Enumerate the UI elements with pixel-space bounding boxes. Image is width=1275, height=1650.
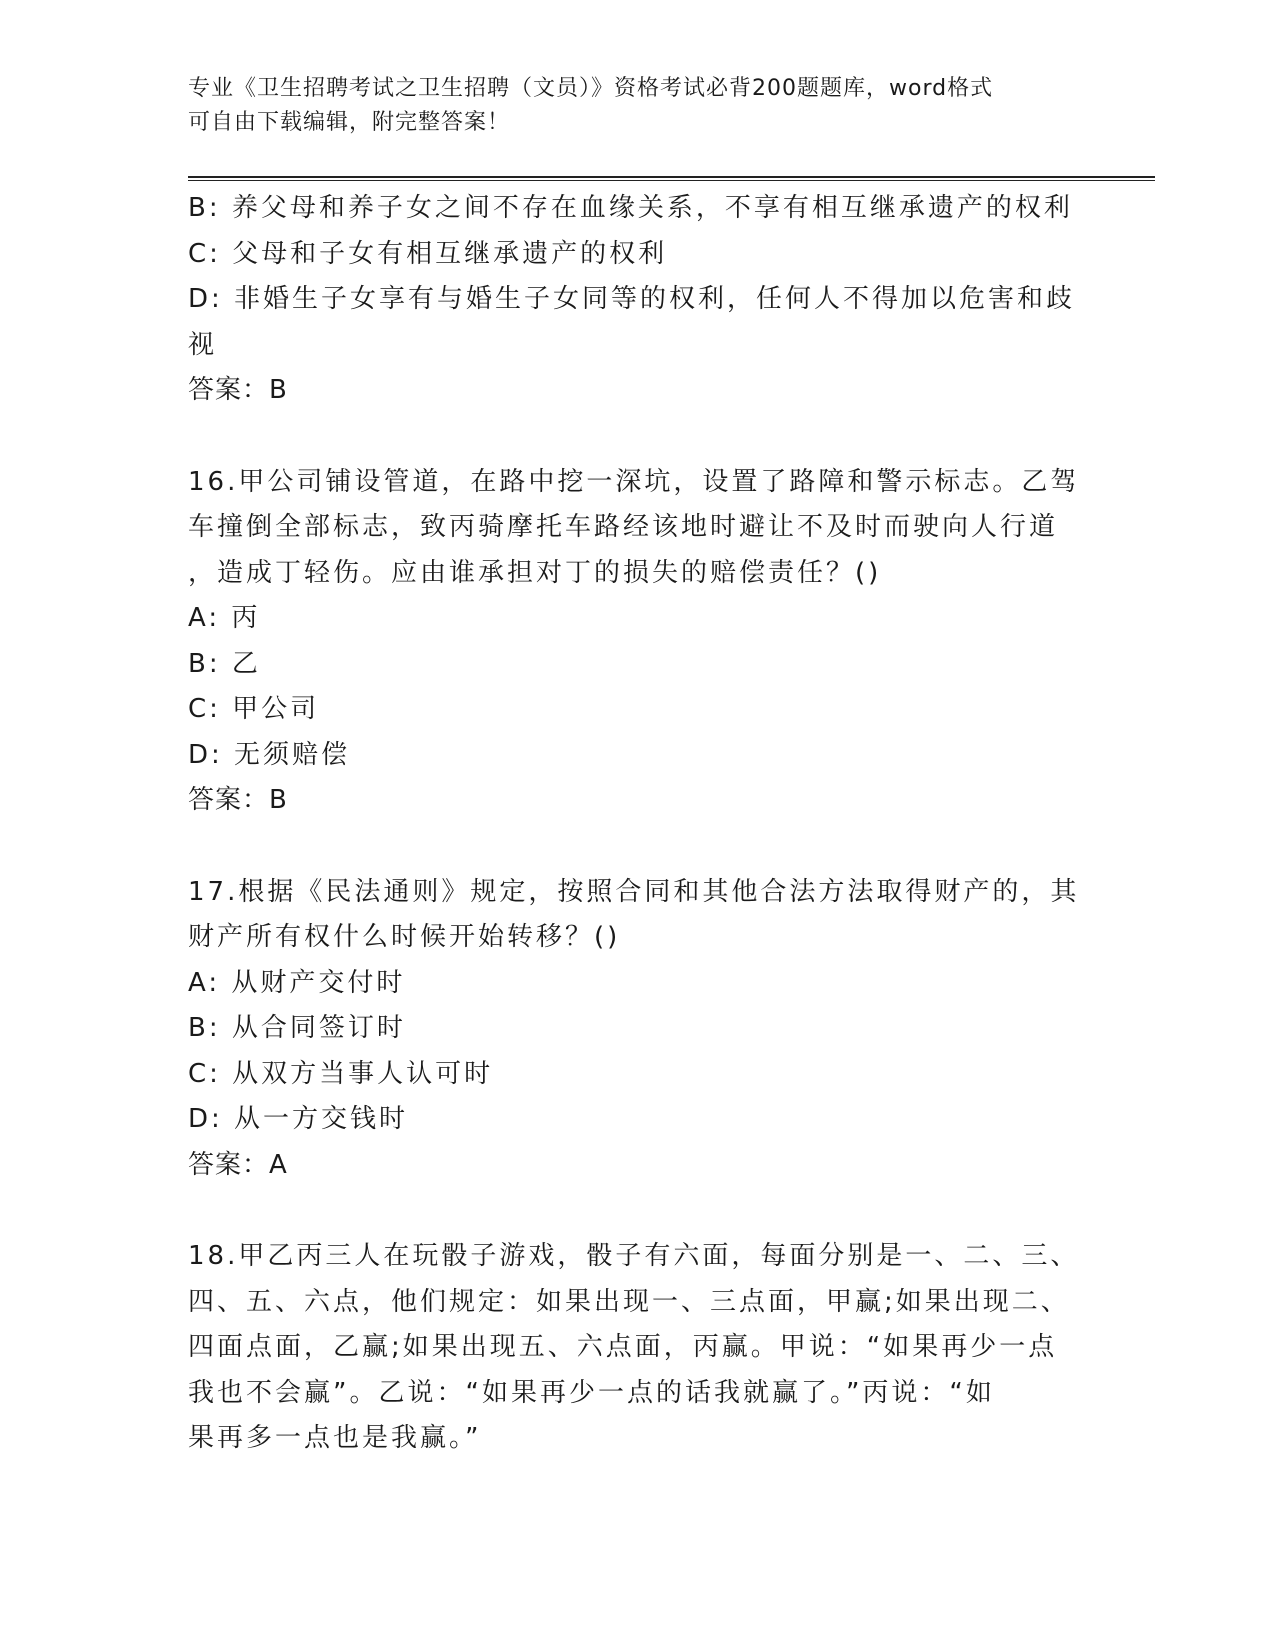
option-d: D: 无须赔偿 (188, 739, 351, 770)
question-16 (188, 460, 1088, 824)
spacer (188, 1188, 1088, 1234)
question-18 (188, 1234, 1088, 1462)
question-text-line: 果再多一点也是我赢。” (188, 1423, 482, 1453)
header-title-line-1: 专业《卫生招聘考试之卫生招聘（文员）》资格考试必背200题题库，word格式 (188, 76, 994, 101)
question-17 (188, 870, 1088, 1189)
question-15-continued (188, 186, 1088, 414)
spacer (188, 824, 1088, 870)
question-text-line: 四面点面，乙赢;如果出现五、六点面，丙赢。甲说：“如果再少一点 (188, 1332, 1058, 1362)
header-title-line-2: 可自由下载编辑，附完整答案！ (188, 110, 511, 135)
document-header (188, 72, 1068, 140)
answer-line: 答案：A (188, 1149, 288, 1180)
option-c: C: 从双方当事人认可时 (188, 1058, 494, 1089)
spacer (188, 414, 1088, 460)
option-b: B: 从合同签订时 (188, 1013, 406, 1043)
header-divider (188, 176, 1155, 181)
option-c: C: 甲公司 (188, 694, 320, 724)
option-d: D: 从一方交钱时 (188, 1104, 409, 1134)
question-text-line: 车撞倒全部标志，致丙骑摩托车路经该地时避让不及时而驶向人行道 (188, 512, 1059, 542)
option-d: D: 非婚生子女享有与婚生子女同等的权利，任何人不得加以危害和歧 (188, 284, 1076, 314)
answer-line: 答案：B (188, 375, 288, 405)
question-text-line: 四、五、六点，他们规定：如果出现一、三点面，甲赢;如果出现二、 (188, 1286, 1070, 1317)
question-text-line: 18.甲乙丙三人在玩骰子游戏，骰子有六面，每面分别是一、二、三、 (188, 1241, 1080, 1271)
option-b: B: 养父母和养子女之间不存在血缘关系，不享有相互继承遗产的权利 (188, 193, 1073, 223)
document-body (188, 186, 1088, 1462)
answer-line: 答案：B (188, 785, 288, 815)
question-text-line: ，造成丁轻伤。应由谁承担对丁的损失的赔偿责任？() (188, 557, 882, 588)
question-text-line: 16.甲公司铺设管道，在路中挖一深坑，设置了路障和警示标志。乙驾 (188, 466, 1080, 497)
question-text-line: 我也不会赢”。乙说：“如果再少一点的话我就赢了。”丙说：“如 (188, 1377, 995, 1408)
option-d-continued: 视 (188, 329, 218, 360)
option-b: B: 乙 (188, 648, 261, 679)
option-a: A: 从财产交付时 (188, 967, 406, 998)
option-c: C: 父母和子女有相互继承遗产的权利 (188, 238, 668, 269)
option-a: A: 丙 (188, 603, 261, 633)
question-text-line: 财产所有权什么时候开始转移？() (188, 922, 621, 952)
question-text-line: 17.根据《民法通则》规定，按照合同和其他合法方法取得财产的，其 (188, 876, 1080, 907)
